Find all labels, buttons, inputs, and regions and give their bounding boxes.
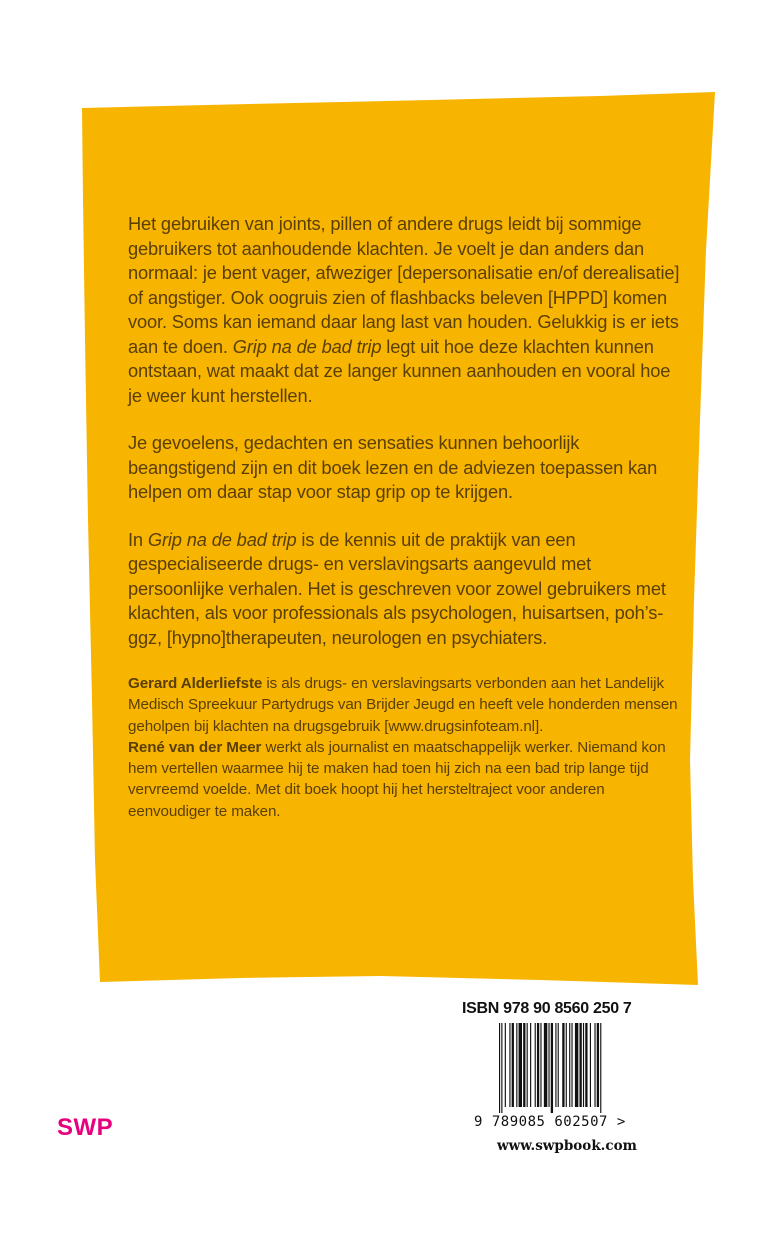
blurb-paragraph-2: Je gevoelens, gedachten en sensaties kunnen behoorlijk beangstigend zijn en dit boek lezen en de adviezen toepassen kan helpen om daar stap voor stap grip op te krijgen.: [128, 432, 658, 502]
author-name: René van der Meer: [128, 738, 262, 756]
publisher-logo: SWP: [57, 1114, 114, 1141]
blurb-p1-part-b: legt uit hoe deze klachten kunnen ontstaan, wat maakt dat ze langer kunnen aanhouden en vooral hoe je weer kunt herstellen.: [128, 335, 671, 406]
blurb-paragraph-3: [128, 528, 688, 651]
book-title-inline: Grip na de bad trip: [147, 528, 297, 550]
author-name: Gerard Alderliefste: [128, 675, 263, 692]
book-title-inline: Grip na de bad trip: [232, 335, 382, 357]
barcode-icon: [497, 1023, 645, 1113]
blurb-paragraph-1: [128, 212, 688, 408]
author-bio-text: werkt als journalist en maatschappelijk werker. Niemand kon hem vertellen waarmee hij te maken had toen hij zich na een bad trip lange tijd vervreemd voelde. Met dit boek hoopt hij het hersteltraject voor anderen eenvoudiger te maken.: [128, 738, 666, 820]
blurb-p1-part-a: Het gebruiken van joints, pillen of andere drugs leidt bij sommige gebruikers tot aanhoudende klachten. Je voelt je dan anders dan normaal: je bent vager, afweziger [depersonalisatie en/of derealisatie] of angstiger. Ook oogruis zien of flashbacks beleven [HPPD] komen voor. Soms kan iemand daar lang last van houden. Gelukkig is er iets aan te doen.: [128, 213, 680, 357]
isbn-label: ISBN 978 90 8560 250 7: [462, 1000, 632, 1017]
barcode-digits: 9 789085 602507 >: [474, 1114, 626, 1130]
publisher-website: www.swpbook.com: [497, 1138, 637, 1154]
blurb-p3-part-a: In: [128, 528, 148, 550]
blurb-p3-part-b: is de kennis uit de praktijk van een gespecialiseerde drugs- en verslavingsarts aangevuld met persoonlijke verhalen. Het is geschreven voor zowel gebruikers met klachten, als voor professionals als psychologen, huisartsen, poh’s-ggz, [hypno]therapeuten, neurologen en psychiaters.: [128, 528, 666, 648]
author-bio-2: [128, 737, 688, 822]
author-bio-1: [128, 673, 688, 737]
back-cover-text: [128, 212, 688, 822]
author-bio-text: is als drugs- en verslavingsarts verbonden aan het Landelijk Medisch Spreekuur Partydrugs van Brijder Jeugd en heeft vele honderden mensen geholpen bij klachten na drugsgebruik [www.drugsinfoteam.nl].: [128, 675, 678, 735]
